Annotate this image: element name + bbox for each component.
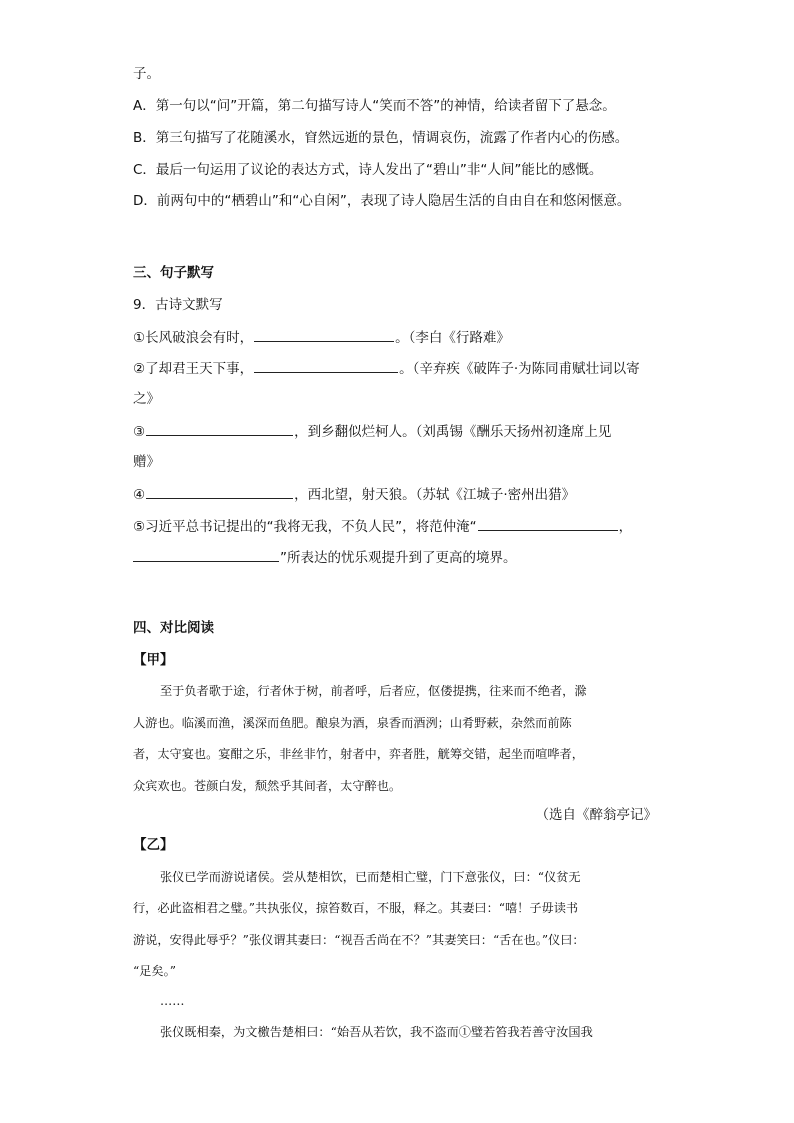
recitation-item-2 [133, 358, 640, 379]
recitation-item-5-cont [133, 547, 517, 568]
item2-source-cont: 之》 [133, 391, 160, 407]
answer-blank-3[interactable] [146, 421, 293, 436]
q8-option-c: C．最后一句运用了议论的表达方式，诗人发出了“碧山”非“人间”能比的感慨。 [133, 162, 603, 178]
jia-line-4: 众宾欢也。苍颜白发，颓然乎其间者，太守醉也。 [133, 779, 402, 793]
recitation-item-1 [133, 327, 510, 348]
answer-blank-1[interactable] [254, 327, 394, 342]
recitation-item-4 [133, 484, 575, 505]
item2-prompt: ②了却君王天下事， [133, 361, 254, 377]
item1-prompt: ①长风破浪会有时， [133, 330, 254, 346]
recitation-item-5 [133, 516, 632, 537]
answer-blank-5b[interactable] [133, 547, 279, 562]
item5-comma: ， [618, 519, 633, 535]
passage-jia-label: 【甲】 [133, 652, 174, 668]
answer-blank-2[interactable] [254, 358, 398, 373]
recitation-item-3 [133, 421, 611, 442]
yi-line-4: “足矣。” [133, 964, 176, 978]
jia-line-1: 至于负者歌于途，行者休于树，前者呼，后者应，伛偻提携，往来而不绝者，滁 [160, 684, 587, 698]
answer-blank-5a[interactable] [478, 516, 618, 531]
jia-line-2: 人游也。临溪而渔，溪深而鱼肥。酿泉为酒，泉香而酒洌；山肴野蔌，杂然而前陈 [133, 716, 572, 730]
item3-num: ③ [133, 424, 146, 440]
item2-source: 。（辛弃疾《破阵子·为陈同甫赋壮词以寄 [399, 361, 640, 377]
passage-yi-label: 【乙】 [133, 837, 174, 853]
yi-line-2: 行，必此盗相君之璧。”共执张仪，掠笞数百，不服，释之。其妻曰：“嘻！子毋读书 [133, 901, 579, 915]
q8-option-a: A．第一句以“问”开篇，第二句描写诗人“笑而不答”的神情，给读者留下了悬念。 [133, 98, 616, 114]
section4-title: 四、对比阅读 [133, 620, 214, 636]
yi-line-3: 游说，安得此辱乎？”张仪谓其妻曰：“视吾舌尚在不？”其妻笑曰：“舌在也。”仪曰： [133, 933, 585, 947]
item4-num: ④ [133, 487, 146, 503]
item3-text: ，到乡翻似烂柯人。（刘禹锡《酬乐天扬州初逢席上见 [294, 424, 612, 440]
answer-blank-4[interactable] [146, 484, 293, 499]
yi-last-line: 张仪既相秦，为文檄告楚相曰：“始吾从若饮，我不盗而①璧若笞我若善守汝国我 [160, 1025, 593, 1039]
section3-title: 三、句子默写 [133, 265, 214, 281]
q9-label: 9．古诗文默写 [133, 297, 223, 313]
yi-line-1: 张仪已学而游说诸侯。尝从楚相饮，已而楚相亡璧，门下意张仪，曰：“仪贫无 [160, 870, 581, 884]
item4-text: ，西北望，射天狼。（苏轼《江城子·密州出猎》 [294, 487, 576, 503]
jia-line-3: 者，太守宴也。宴酣之乐，非丝非竹，射者中，弈者胜，觥筹交错，起坐而喧哗者， [133, 747, 584, 761]
jia-source: （选自《醉翁亭记》 [535, 807, 657, 823]
item5-text: ⑤习近平总书记提出的“我将无我，不负人民”，将范仲淹“ [133, 519, 477, 535]
q8-option-d: D．前两句中的“栖碧山”和“心自闲”，表现了诗人隐居生活的自由自在和悠闲惬意。 [133, 193, 631, 209]
q8-continuation: 子。 [133, 66, 160, 82]
ellipsis: …… [160, 994, 185, 1008]
item1-source: 。（李白《行路难》 [395, 330, 510, 346]
q8-option-b: B．第三句描写了花随溪水，窅然远逝的景色，情调哀伤，流露了作者内心的伤感。 [133, 130, 629, 146]
item3-source-cont: 赠》 [133, 454, 160, 470]
item5-tail: ”所表达的忧乐观提升到了更高的境界。 [280, 550, 517, 566]
